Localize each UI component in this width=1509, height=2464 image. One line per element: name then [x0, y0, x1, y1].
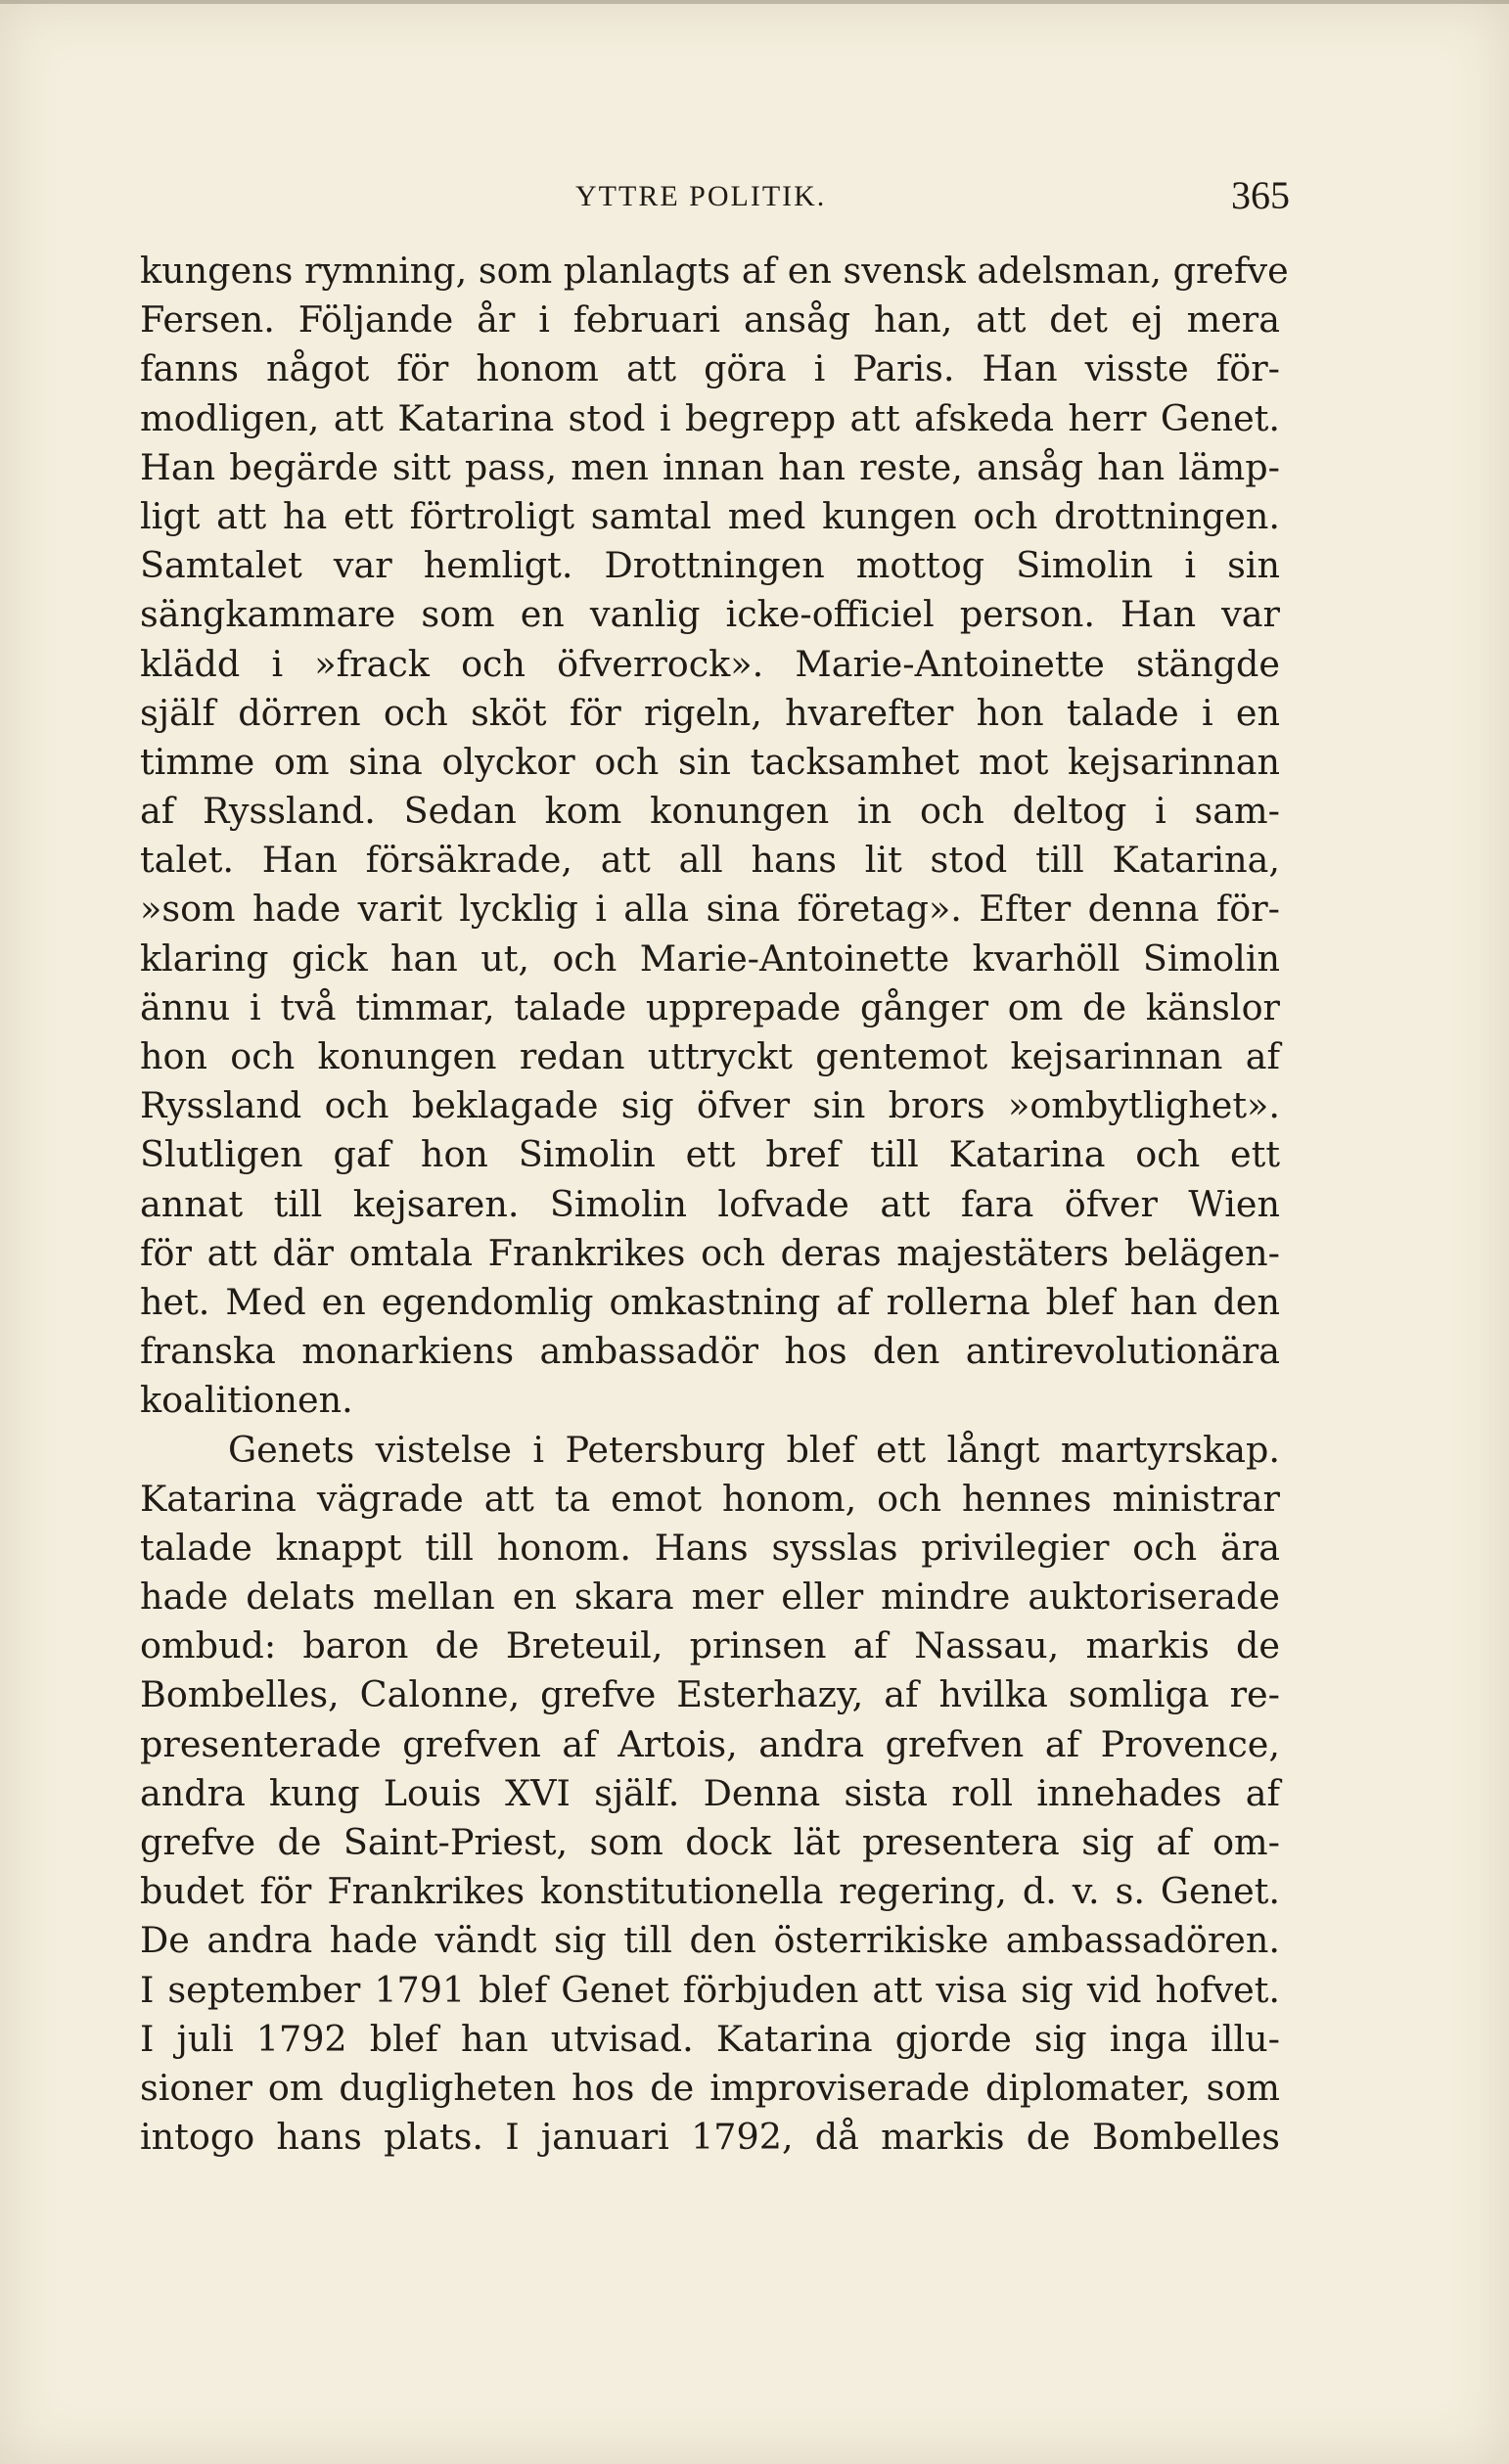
text-line: talet. Han försäkrade, att all hans lit stod till Katarina, — [140, 839, 1280, 882]
text-line: Ryssland och beklagade sig öfver sin brors »ombytlighet». — [140, 1084, 1280, 1127]
text-line: presenterade grefven af Artois, andra grefven af Provence, — [140, 1722, 1280, 1765]
text-line: ligt att ha ett förtroligt samtal med kungen och drottningen. — [140, 494, 1280, 537]
text-line: Katarina vägrade att ta emot honom, och hennes ministrar — [140, 1477, 1280, 1520]
text-line: het. Med en egendomlig omkastning af rollerna blef han den — [140, 1280, 1280, 1323]
text-line: ombud: baron de Breteuil, prinsen af Nassau, markis de — [140, 1624, 1280, 1667]
text-line: hon och konungen redan uttryckt gentemot kejsarinnan af — [140, 1035, 1280, 1077]
text-line: Slutligen gaf hon Simolin ett bref till Katarina och ett — [140, 1133, 1280, 1176]
page-header — [223, 172, 1290, 231]
text-line: timme om sina olyckor och sin tacksamhet mot kejsarinnan — [140, 740, 1280, 783]
text-line: för att där omtala Frankrikes och deras majestäters belägen- — [140, 1231, 1280, 1274]
running-head: YTTRE POLITIK. — [575, 180, 827, 212]
text-line: talade knappt till honom. Hans sysslas privilegier och ära — [140, 1526, 1280, 1569]
text-line: ännu i två timmar, talade upprepade gånger om de känslor — [140, 985, 1280, 1028]
text-line: klaring gick han ut, och Marie-Antoinette kvarhöll Simolin — [140, 936, 1280, 980]
paragraph-start-line: Genets vistelse i Petersburg blef ett långt martyrskap. — [228, 1428, 1280, 1471]
text-line: andra kung Louis XVI själf. Denna sista roll innehades af — [140, 1771, 1280, 1814]
text-line: sängkammare som en vanlig icke-officiel person. Han var — [140, 593, 1280, 636]
text-line: själf dörren och sköt för rigeln, hvarefter hon talade i en — [140, 691, 1280, 734]
text-line: Bombelles, Calonne, grefve Esterhazy, af hvilka somliga re- — [140, 1673, 1280, 1716]
text-line: sioner om dugligheten hos de improviserade diplomater, som — [140, 2066, 1280, 2109]
text-line: Han begärde sitt pass, men innan han reste, ansåg han lämp- — [140, 445, 1280, 488]
text-line: annat till kejsaren. Simolin lofvade att fara öfver Wien — [140, 1182, 1280, 1225]
text-line: kungens rymning, som planlagts af en svensk adelsman, grefve — [140, 250, 1289, 292]
text-line: »som hade varit lycklig i alla sina företag». Efter denna för- — [140, 888, 1280, 931]
page-number: 365 — [1231, 173, 1290, 217]
text-line: franska monarkiens ambassadör hos den antirevolutionära — [140, 1330, 1280, 1373]
paragraph-end-line: koalitionen. — [140, 1379, 353, 1422]
text-line: I juli 1792 blef han utvisad. Katarina gjorde sig inga illu- — [140, 2017, 1280, 2060]
body-text — [140, 247, 1289, 2162]
text-line: Fersen. Följande år i februari ansåg han, att det ej mera — [140, 298, 1280, 342]
page-top-edge — [0, 0, 1509, 4]
text-line: grefve de Saint-Priest, som dock lät presentera sig af om- — [140, 1821, 1280, 1863]
text-line: budet för Frankrikes konstitutionella regering, d. v. s. Genet. — [140, 1870, 1280, 1913]
text-line: intogo hans plats. I januari 1792, då markis de Bombelles — [140, 2116, 1280, 2159]
text-line: modligen, att Katarina stod i begrepp att afskeda herr Genet. — [140, 396, 1280, 439]
text-line: Samtalet var hemligt. Drottningen mottog Simolin i sin — [140, 544, 1280, 587]
text-line: De andra hade vändt sig till den österrikiske ambassadören. — [140, 1919, 1280, 1962]
text-line: klädd i »frack och öfverrock». Marie-Antoinette stängde — [140, 642, 1280, 685]
text-line: fanns något för honom att göra i Paris. Han visste för- — [140, 347, 1280, 390]
text-line: I september 1791 blef Genet förbjuden att visa sig vid hofvet. — [140, 1968, 1280, 2011]
text-line: af Ryssland. Sedan kom konungen in och deltog i sam- — [140, 790, 1280, 833]
text-line: hade delats mellan en skara mer eller mindre auktoriserade — [140, 1575, 1280, 1619]
